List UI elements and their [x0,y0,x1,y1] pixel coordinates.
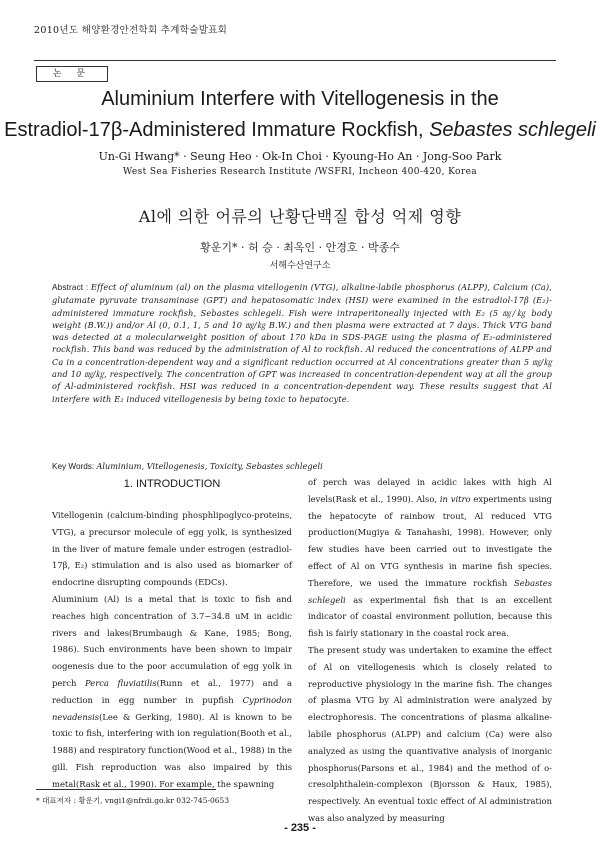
title-line-1: Aluminium Interfere with Vitellogenesis in the [101,88,499,110]
korean-author-list: 황운기* · 허 승 · 최옥인 · 안경호 · 박종수 [200,241,400,254]
header-rule [34,60,556,61]
abstract-label: Abstract : [52,283,91,292]
paragraph: Vitellogenin (calcium-binding phosphlipoglyco-proteins, VTG), a precursor molecule of egg yolk, is synthesized in the liver of mature female under estrogen (estradiol-17β, E₂) stimulation and is also used as biomarker of endocrine disrupting compounds (EDCs). [52,510,292,588]
abstract [52,281,552,405]
paragraph [52,591,292,793]
species-name: Sebastes schlegeli [308,577,552,605]
text-run: Aluminium (Al) is a metal that is toxic to fish and reaches high concentration of 3.7~34.8 uM in acidic rivers and lakes(Brumbaugh & Kane, 1985; Bong, 1986). Such environments have been shown to impair oogenesis due to the poor accumulation of egg yolk in perch [52,593,292,688]
body-column-right [308,474,552,827]
emphasis: in vitro [439,493,471,504]
footnote-rule [36,789,216,790]
keywords-text: Aluminium, Vitellogenesis, Toxicity, Sebastes schlegeli [96,461,323,471]
paragraph: The present study was undertaken to examine the effect of Al on vitellogenesis which is closely related to reproductive physiology in the marine fish. The changes of plasma VTG by Al administration were analyzed by electrophoresis. The concentrations of plasma alkaline-labile phosphorus (ALPP) and calcium (Ca) were also analyzed as using the quantivative analysis of inorganic phosphorus(Parsons et al., 1984) and the method of o-cresolphthalein-complexon (Bjorsson & Haux, 1985), respectively. An eventual toxic effect of Al administration was also analyzed by measuring [308,644,552,823]
paragraph [308,474,552,642]
korean-title: Al에 의한 어류의 난황단백질 합성 억제 영향 [138,207,462,226]
body-column-left [52,507,292,793]
title-line-2 [0,115,600,146]
abstract-text: Effect of aluminum (al) on the plasma vitellogenin (VTG), alkaline-labile phosphorus (ALPP), Calcium (Ca), glutamate pyruvate transaminase (GPT) and hepatosomatic index (HSI) were examined in the estradiol-17β (E₂)-administered immature rockfish, Sebastes schlegeli. Fish were intraperitoneally injected with E₂ (5 ㎎/㎏ body weight (B.W.)) and/or Al (0, 0.1, 1, 5 and 10 ㎎/㎏ B.W.) and then plasma were extracted at 7 days. Thick VTG band was detected at a molecularweight position of about 170 kDa in SDS-PAGE using the plasma of E₂-administered rockfish. This band was reduced by the administration of Al to rockfish. Al reduced the concentrations of ALPP and Ca in a concentration-dependent way and a significant reduction occurred at Al concentrations greater than 5 ㎎/㎏ and 10 ㎎/㎏, respectively. The concentration of GPT was increased in concentration-dependent way at all the group of Al-administered rockfish. HSI was reduced in a concentration-dependent way. These results suggest that Al interfere with E₂ induced vitellogenesis by being toxic to hepatocyte. [52,282,552,404]
keywords-label: Key Words: [52,462,97,471]
paper-title [0,84,600,146]
paper-type-badge: 논 문 [36,66,108,82]
footnote: * 대표저자 : 황운기, vngi1@nfrdi.go.kr 032-745-0653 [36,796,230,805]
text-run: as experimental fish that is an excellent indicator of coastal environment pollution, because this fish is fairly stationary in the coastal rock area. [308,594,552,639]
conference-header: 2010년도 해양환경안전학회 추계학술발표회 [34,25,228,36]
text-run: of perch was delayed in acidic lakes with high Al levels(Rask et al., 1990). Also, [308,477,552,504]
species-name: Perca fluviatilis [85,677,157,688]
species-name: Cyprinodon nevadensis [52,694,292,722]
korean-affiliation: 서해수산연구소 [269,261,331,271]
page-number: - 235 - [284,822,316,834]
text-run: (Runn et al., 1977) and a reduction in egg number in pupfish [52,677,292,705]
text-run: (Lee & Gerking, 1980). Al is known to be toxic to fish, interfering with ion regulation(Booth et al., 1988) and respiratory function(Wood et al., 1988) in the gill. Fish reproduction was also impaired by this metal(Rask et al., 1990). For example, the spawning [52,711,292,789]
section-heading: 1. INTRODUCTION [123,478,221,490]
title-line-2-text: Estradiol-17β-Administered Immature Rockfish, [4,119,430,141]
text-run: experiments using the hepatocyte of rainbow trout, Al reduced VTG production(Mugiya & Tanahashi, 1998). However, only few studies have been carried out to investigate the effect of Al on VTG synthesis in marine fish species. Therefore, we used the immature rockfish [308,493,552,588]
author-list: Un-Gi Hwang* · Seung Heo · Ok-In Choi · Kyoung-Ho An · Jong-Soo Park [98,150,502,163]
keywords [52,461,552,471]
affiliation: West Sea Fisheries Research Institute /WSFRI, Incheon 400-420, Korea [122,167,478,177]
title-species: Sebastes schlegeli [429,119,596,141]
